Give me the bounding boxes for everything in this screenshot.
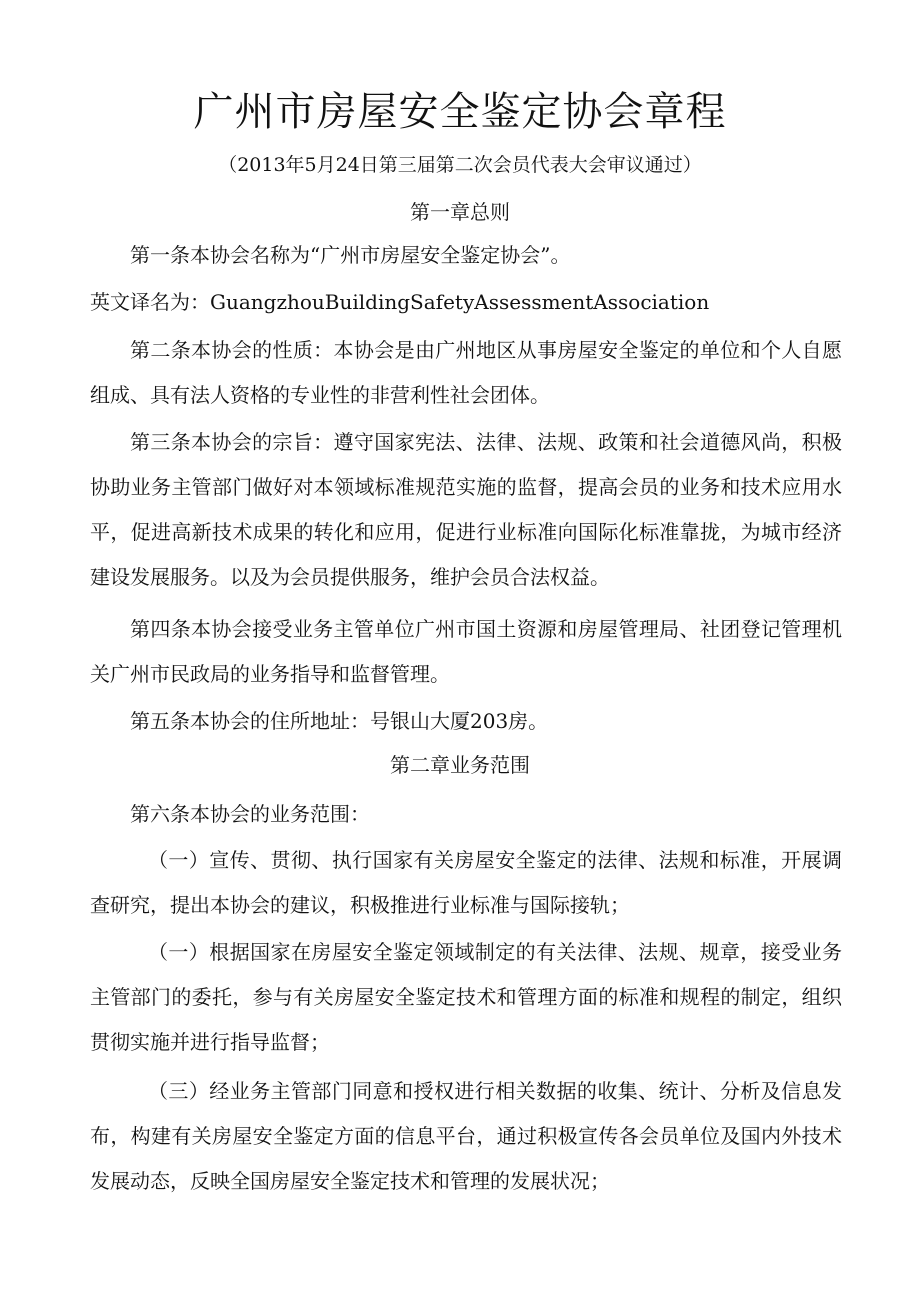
article-2: 第二条本协会的性质：本协会是由广州地区从事房屋安全鉴定的单位和个人自愿组成、具有法人资格的专业性的非营利性社会团体。	[90, 338, 842, 407]
document-title: 广州市房屋安全鉴定协会章程	[193, 89, 727, 135]
article-6-item-2: （一）根据国家在房屋安全鉴定领域制定的有关法律、法规、规章，接受业务主管部门的委托，参与有关房屋安全鉴定技术和管理方面的标准和规程的制定，组织贯彻实施并进行指导监督；	[90, 940, 842, 1054]
document-subtitle: （2013年5月24日第三届第二次会员代表大会审议通过）	[218, 154, 702, 176]
english-name: 英文译名为：GuangzhouBuildingSafetyAssessmentAssociation	[90, 290, 710, 314]
chapter-2-heading: 第二章业务范围	[390, 753, 530, 777]
article-6: 第六条本协会的业务范围：	[130, 802, 370, 826]
article-6-item-1: （一）宣传、贯彻、执行国家有关房屋安全鉴定的法律、法规和标准，开展调查研究，提出本协会的建议，积极推进行业标准与国际接轨；	[90, 848, 842, 917]
article-3: 第三条本协会的宗旨：遵守国家宪法、法律、法规、政策和社会道德风尚，积极协助业务主管部门做好对本领域标准规范实施的监督，提高会员的业务和技术应用水平，促进高新技术成果的转化和应用，促进行业标准向国际化标准靠拢，为城市经济建设发展服务。以及为会员提供服务，维护会员合法权益。	[90, 430, 842, 589]
article-4: 第四条本协会接受业务主管单位广州市国土资源和房屋管理局、社团登记管理机关广州市民政局的业务指导和监督管理。	[90, 617, 842, 686]
article-6-item-3: （三）经业务主管部门同意和授权进行相关数据的收集、统计、分析及信息发布，构建有关房屋安全鉴定方面的信息平台，通过积极宣传各会员单位及国内外技术发展动态，反映全国房屋安全鉴定技术和管理的发展状况；	[90, 1079, 842, 1193]
chapter-1-heading: 第一章总则	[410, 200, 510, 224]
article-5: 第五条本协会的住所地址：号银山大厦203房。	[130, 709, 549, 733]
article-1: 第一条本协会名称为“广州市房屋安全鉴定协会”。	[130, 243, 571, 267]
